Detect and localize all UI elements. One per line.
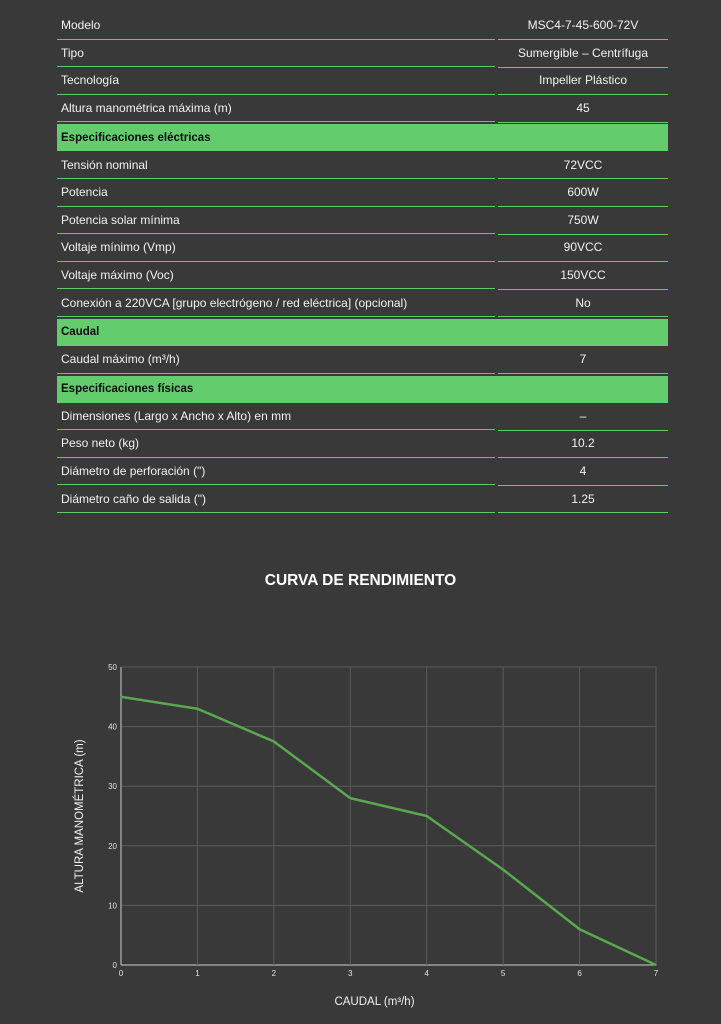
- y-tick-label: 30: [108, 782, 117, 792]
- spec-value: 750W: [498, 206, 668, 235]
- spec-row: [57, 289, 668, 317]
- spec-label: Potencia: [57, 179, 495, 207]
- spec-row: [57, 430, 668, 458]
- spec-row: [57, 151, 668, 179]
- section-title: Caudal: [61, 326, 100, 339]
- x-tick-label: 4: [424, 969, 429, 978]
- spec-value: 72VCC: [498, 151, 668, 180]
- spec-row: [57, 12, 668, 40]
- section-title: Especificaciones físicas: [61, 383, 194, 396]
- data-point: [655, 964, 657, 966]
- data-point: [349, 797, 351, 799]
- chart-title: CURVA DE RENDIMIENTO: [264, 572, 457, 589]
- section-title: Especificaciones eléctricas: [61, 131, 211, 144]
- spec-row: [57, 234, 668, 262]
- y-tick-label: 10: [108, 901, 117, 911]
- spec-label: Tipo: [57, 40, 495, 68]
- y-tick-label: 50: [108, 663, 117, 672]
- spec-value: Sumergible – Centrífuga: [498, 39, 668, 68]
- spec-label: Potencia solar mínima: [57, 207, 495, 235]
- x-tick-label: 6: [577, 969, 582, 978]
- spec-label: Voltaje máximo (Voc): [57, 262, 495, 290]
- data-point: [502, 869, 504, 871]
- spec-row: [57, 403, 668, 431]
- spec-row: [57, 458, 668, 486]
- spec-value: MSC4-7-45-600-72V: [498, 12, 668, 41]
- data-point: [120, 696, 122, 698]
- spec-label: Caudal máximo (m³/h): [57, 346, 495, 374]
- spec-value: Impeller Plástico: [498, 67, 668, 96]
- spec-label: Dimensiones (Largo x Ancho x Alto) en mm: [57, 403, 495, 431]
- x-tick-label: 1: [195, 969, 200, 978]
- x-tick-label: 5: [500, 969, 506, 978]
- spec-row: [57, 40, 668, 68]
- spec-value: No: [498, 289, 668, 318]
- spec-label: Altura manométrica máxima (m): [57, 95, 495, 123]
- spec-label: Voltaje mínimo (Vmp): [57, 234, 495, 262]
- x-tick-label: 2: [271, 969, 277, 978]
- data-point: [426, 815, 428, 817]
- spec-value: 600W: [498, 178, 668, 207]
- section-header: [57, 319, 668, 346]
- spec-row: [57, 95, 668, 123]
- section-header: [57, 124, 668, 151]
- data-point: [273, 741, 275, 743]
- spec-row: [57, 262, 668, 290]
- spec-label: Peso neto (kg): [57, 430, 495, 458]
- spec-table: [57, 12, 668, 513]
- x-tick-label: 7: [653, 969, 659, 978]
- y-tick-label: 20: [108, 841, 117, 851]
- x-axis-label: CAUDAL (m³/h): [334, 996, 415, 1008]
- spec-value: 150VCC: [498, 261, 668, 290]
- spec-label: Tecnología: [57, 67, 495, 95]
- y-tick-label: 40: [108, 722, 117, 732]
- data-point: [197, 708, 199, 710]
- spec-value: 4: [498, 457, 668, 486]
- spec-label: Modelo: [57, 12, 495, 40]
- spec-value: –: [498, 402, 668, 431]
- spec-label: Diámetro caño de salida ("): [57, 485, 495, 513]
- spec-value: 10.2: [498, 430, 668, 459]
- spec-value: 7: [498, 345, 668, 374]
- y-axis-label: ALTURA MANOMÉTRICA (m): [74, 739, 86, 893]
- data-point: [579, 928, 581, 930]
- spec-row: [57, 346, 668, 374]
- spec-row: [57, 207, 668, 235]
- series-line: [121, 697, 656, 965]
- spec-value: 1.25: [498, 485, 668, 514]
- spec-row: [57, 179, 668, 207]
- spec-row: [57, 485, 668, 513]
- section-header: [57, 376, 668, 403]
- spec-row: [57, 67, 668, 95]
- performance-chart: [0, 640, 721, 1024]
- spec-label: Tensión nominal: [57, 151, 495, 179]
- spec-value: 90VCC: [498, 234, 668, 263]
- spec-value: 45: [498, 94, 668, 123]
- spec-label: Conexión a 220VCA [grupo electrógeno / red eléctrica] (opcional): [57, 289, 495, 317]
- x-tick-label: 0: [118, 969, 124, 978]
- x-tick-label: 3: [348, 969, 353, 978]
- y-tick-label: 0: [112, 961, 117, 970]
- spec-label: Diámetro de perforación ("): [57, 458, 495, 486]
